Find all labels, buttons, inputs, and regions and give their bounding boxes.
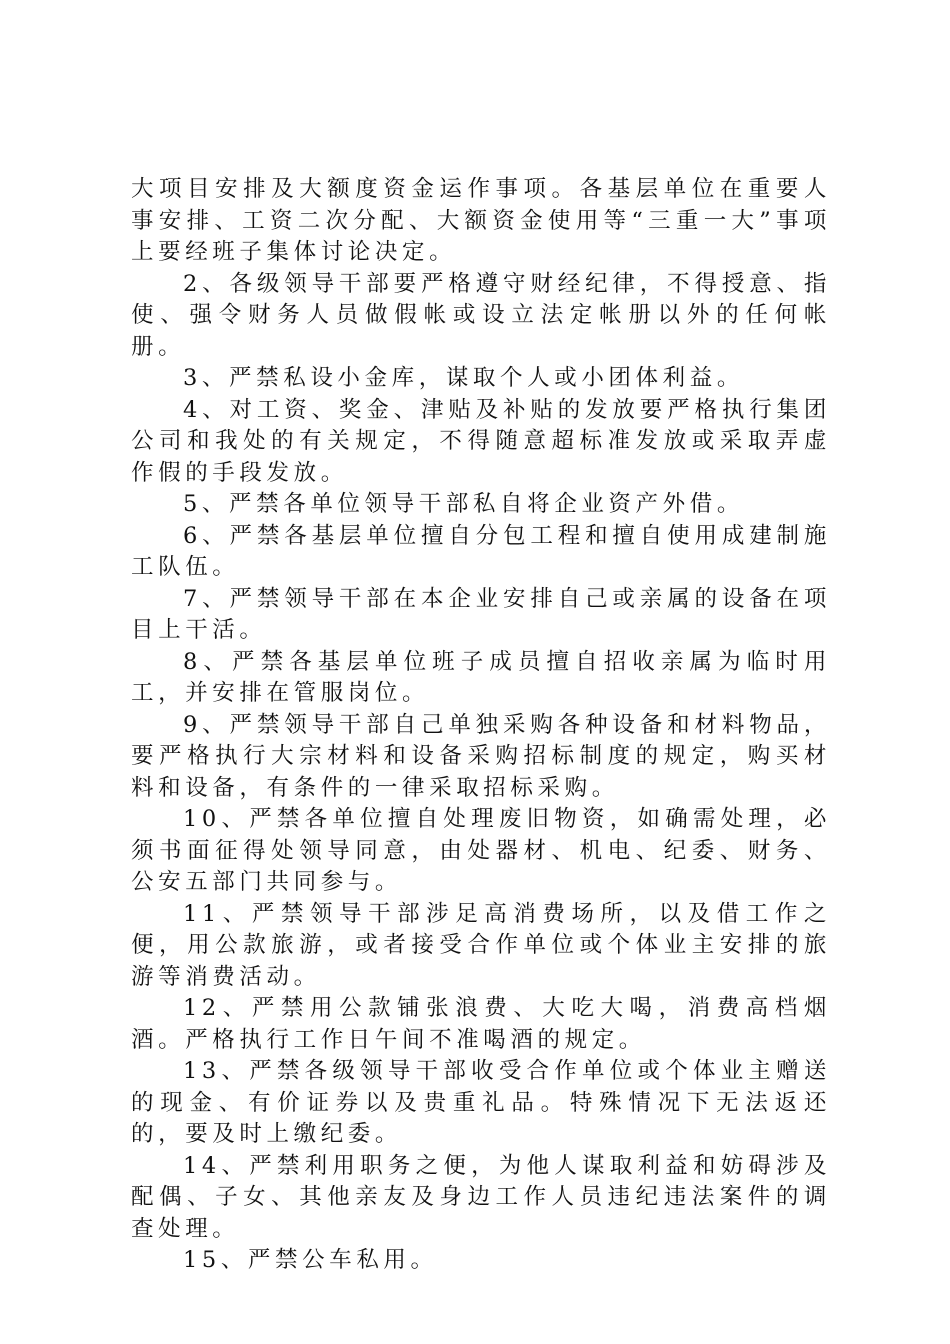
paragraph: 14、严禁利用职务之便，为他人谋取利益和妨碍涉及配偶、子女、其他亲友及身边工作人员违纪违法案件的调查处理。 [131, 1152, 831, 1242]
paragraph: 大项目安排及大额度资金运作事项。各基层单位在重要人事安排、工资二次分配、大额资金使用等“三重一大”事项上要经班子集体讨论决定。 [131, 176, 831, 265]
paragraph: 9、严禁领导干部自己单独采购各种设备和材料物品，要严格执行大宗材料和设备采购招标制度的规定，购买材料和设备，有条件的一律采取招标采购。 [131, 711, 831, 801]
document-body [131, 174, 831, 1277]
paragraph: 7、严禁领导干部在本企业安排自己或亲属的设备在项目上干活。 [131, 585, 831, 643]
paragraph: 12、严禁用公款铺张浪费、大吃大喝，消费高档烟酒。严格执行工作日午间不准喝酒的规定。 [131, 995, 831, 1053]
paragraph: 4、对工资、奖金、津贴及补贴的发放要严格执行集团公司和我处的有关规定，不得随意超标准发放或采取弄虚作假的手段发放。 [131, 396, 831, 486]
paragraph: 11、严禁领导干部涉足高消费场所，以及借工作之便，用公款旅游，或者接受合作单位或个体业主安排的旅游等消费活动。 [131, 900, 831, 990]
paragraph: 5、严禁各单位领导干部私自将企业资产外借。 [183, 491, 744, 517]
paragraph: 2、各级领导干部要严格遵守财经纪律，不得授意、指使、强令财务人员做假帐或设立法定帐册以外的任何帐册。 [131, 270, 831, 360]
paragraph: 15、严禁公车私用。 [183, 1247, 438, 1273]
paragraph: 13、严禁各级领导干部收受合作单位或个体业主赠送的现金、有价证券以及贵重礼品。特殊情况下无法返还的，要及时上缴纪委。 [131, 1058, 831, 1147]
paragraph: 3、严禁私设小金库，谋取个人或小团体利益。 [183, 365, 744, 391]
paragraph: 10、严禁各单位擅自处理废旧物资，如确需处理，必须书面征得处领导同意，由处器材、机电、纪委、财务、公安五部门共同参与。 [131, 806, 831, 895]
paragraph: 8、严禁各基层单位班子成员擅自招收亲属为临时用工，并安排在管服岗位。 [131, 648, 831, 706]
paragraph: 6、严禁各基层单位擅自分包工程和擅自使用成建制施工队伍。 [131, 522, 831, 580]
